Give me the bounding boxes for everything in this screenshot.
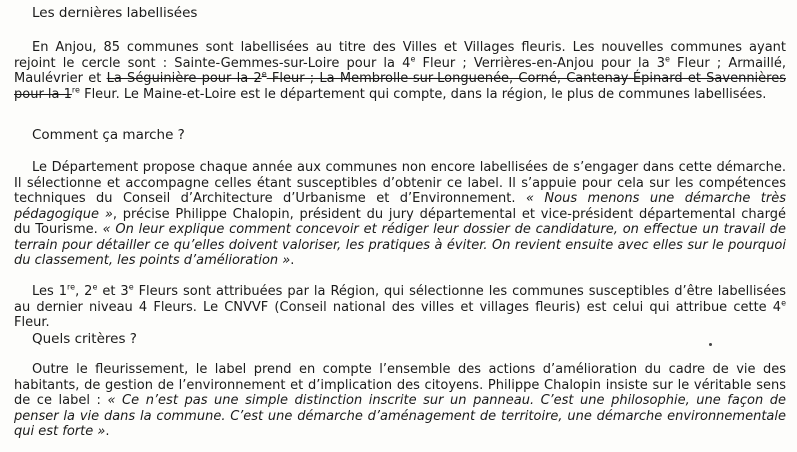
text-run: . bbox=[290, 253, 295, 268]
ordinal-suffix: e bbox=[410, 54, 416, 64]
paragraph-demarche bbox=[14, 160, 786, 269]
text-run: Les 1 bbox=[32, 284, 68, 299]
text-run: , 2 bbox=[75, 284, 93, 299]
text-run: , précise Philippe Chalopin, président du jury départemental et vice-président départemental chargé du Tourisme. bbox=[14, 206, 786, 237]
text-run: Fleurs sont attribuées par la Région, qui sélectionne les communes susceptibles d’être labellisées au dernier niveau 4 Fleurs. Le CNVVF (Conseil national des villes et villages fleuris) est celui qui attribue cette 4 bbox=[14, 284, 786, 315]
ordinal-suffix: re bbox=[67, 282, 76, 292]
text-run: En Anjou, 85 communes sont labellisées au titre des Villes et Villages fleuris. Les nouvelles communes ayant rejoint le cercle sont : Sainte-Gemmes-sur-Loire pour la 4 bbox=[14, 40, 786, 71]
paragraph-labellisees bbox=[14, 40, 786, 102]
quote: « Ce n’est pas une simple distinction inscrite sur un panneau. C’est une philosophie, une façon de penser la vie dans la commune. C’est une démarche d’aménagement de territoire, une démarche environnementale qui est forte » bbox=[14, 393, 786, 439]
heading-quels-criteres: Quels critères ? bbox=[32, 331, 137, 347]
paragraph-criteres bbox=[14, 362, 786, 440]
text-run: Fleur. Le Maine-et-Loire est le département qui compte, dans la région, le plus de communes labellisées. bbox=[79, 86, 767, 102]
ordinal-suffix: e bbox=[128, 282, 134, 292]
text-run: Fleur ; Verrières-en-Anjou pour la 3 bbox=[415, 55, 665, 71]
text-run: Fleur ; La Membrolle-sur-Longuenée, Corné, Cantenay-Épinard et Savennières pour la 1 bbox=[14, 71, 786, 102]
text-run: Fleur. bbox=[14, 315, 50, 330]
ordinal-suffix: e bbox=[92, 282, 98, 292]
text-run: Outre le fleurissement, le label prend en compte l’ensemble des actions d’amélioration du cadre de vie des habitants, de gestion de l’environnement et d’implication des citoyens. Philippe Chalopin insiste sur le véritable sens de ce label : bbox=[14, 362, 786, 408]
ordinal-suffix: e bbox=[664, 54, 670, 64]
paragraph-fleurs bbox=[14, 284, 786, 331]
heading-comment-ca-marche: Comment ça marche ? bbox=[32, 127, 185, 143]
text-run: et 3 bbox=[97, 284, 129, 299]
text-run: La Séguinière pour la 2 bbox=[106, 71, 262, 86]
ordinal-suffix: e bbox=[261, 69, 267, 79]
heading-dernieres-labellisees: Les dernières labellisées bbox=[32, 5, 198, 21]
text-run: Fleur ; Armaillé, Maulévrier et bbox=[14, 55, 786, 86]
quote: « On leur explique comment concevoir et rédiger leur dossier de candidature, on effectue un travail de terrain pour détailler ce qu’elles doivent valoriser, les pratiques à éviter. On revient ensuite avec elles sur le pourquoi du classement, les points d’amélioration » bbox=[14, 222, 786, 268]
ordinal-suffix: e bbox=[781, 298, 786, 308]
text-run: . bbox=[105, 424, 110, 439]
scan-speck bbox=[709, 343, 712, 346]
ordinal-suffix: re bbox=[71, 85, 80, 95]
text-run: Le Département propose chaque année aux communes non encore labellisées de s’engager dans cette démarche. Il sélectionne et accompagne celles étant susceptibles d’obtenir ce label. Il s’appuie pour cela sur les compétences techniques du Conseil d’Architecture d’Urbanisme et d’Environnement. bbox=[14, 160, 786, 206]
quote: « Nous menons une démarche très pédagogique » bbox=[14, 191, 786, 222]
